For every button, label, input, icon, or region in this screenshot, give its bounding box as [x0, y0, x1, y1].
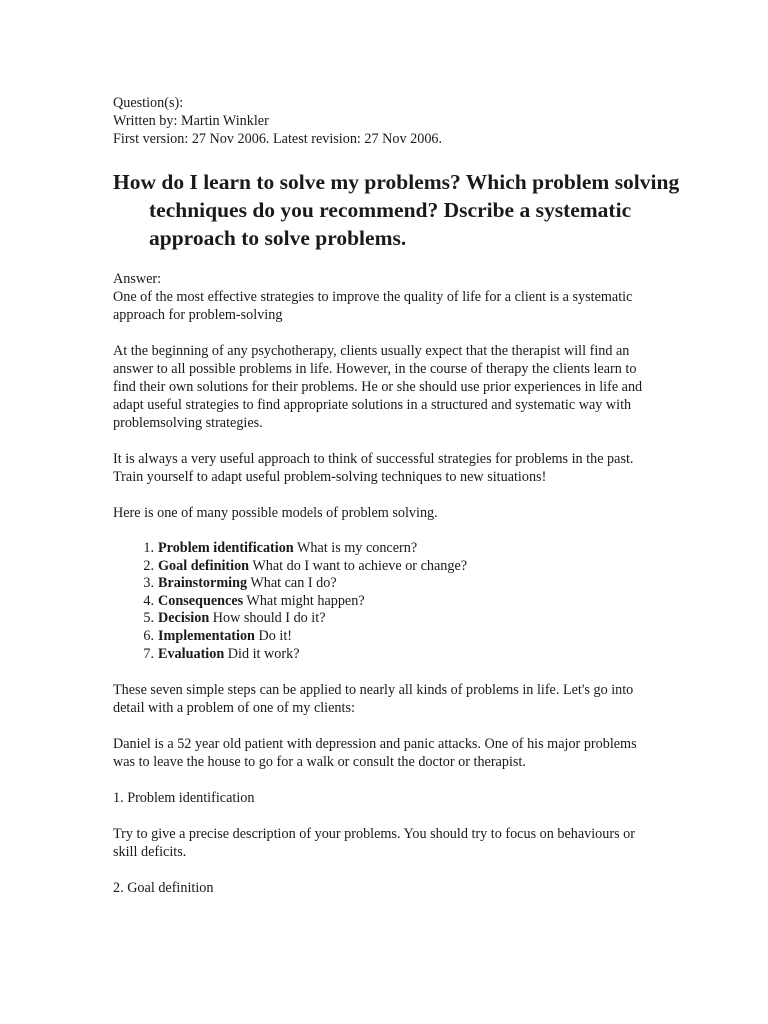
step-question: Do it!: [254, 627, 292, 644]
list-item: [113, 558, 728, 576]
questions-label: Question(s):: [113, 95, 184, 111]
answer-label: Answer:: [113, 271, 162, 287]
section-heading-problem-identification: 1. Problem identification: [113, 790, 255, 807]
paragraph-seven-steps: These seven simple steps can be applied to nearly all kinds of problems in life. Let's go into detail with a problem of one of my clients:: [113, 682, 634, 717]
step-question: How should I do it?: [209, 610, 326, 627]
step-term: Brainstorming: [158, 575, 248, 592]
step-question: What can I do?: [247, 575, 337, 592]
step-number: 7.: [143, 645, 154, 662]
step-number: 1.: [143, 540, 154, 556]
paragraph-precise-description: Try to give a precise description of your problems. You should try to focus on behaviours or skill deficits.: [113, 826, 635, 861]
step-question: Did it work?: [224, 645, 300, 662]
paragraph-strategies: It is always a very useful approach to think of successful strategies for problems in the past. Train yourself to adapt useful problem-solving techniques to new situations!: [113, 451, 634, 485]
step-term: Evaluation: [158, 645, 225, 662]
list-item: [113, 628, 728, 646]
step-term: Implementation: [158, 627, 255, 644]
paragraph-intro: One of the most effective strategies to improve the quality of life for a client is a systematic approach for problem-solving: [113, 289, 633, 323]
list-item: [113, 575, 728, 593]
step-question: What is my concern?: [293, 540, 418, 556]
paragraph-psychotherapy: At the beginning of any psychotherapy, clients usually expect that the therapist will find an answer to all possible problems in life. However, in the course of therapy the clients learn to find their own solutions for their problems. He or she should use prior experiences in life and adapt useful strategies to find appropriate solutions in a structured and systematic way with problemsolving strategies.: [113, 343, 643, 431]
step-term: Goal definition: [158, 557, 250, 574]
list-item: [113, 593, 728, 611]
list-item: [113, 540, 728, 558]
version-line: First version: 27 Nov 2006. Latest revision: 27 Nov 2006.: [113, 131, 443, 147]
step-number: 6.: [143, 627, 154, 644]
step-term: Consequences: [158, 592, 244, 609]
question-title: How do I learn to solve my problems? Which problem solving techniques do you recommend? Dscribe a systematic approach to solve problems.: [113, 170, 680, 250]
problem-solving-steps-list: [113, 540, 728, 663]
author-line: Written by: Martin Winkler: [113, 113, 269, 129]
paragraph-models: Here is one of many possible models of problem solving.: [113, 505, 438, 521]
step-question: What do I want to achieve or change?: [249, 557, 468, 574]
list-item: [113, 610, 728, 628]
step-number: 2.: [143, 557, 154, 574]
step-number: 5.: [143, 610, 154, 627]
step-number: 3.: [143, 575, 154, 592]
list-item: [113, 646, 728, 664]
step-term: Decision: [158, 610, 210, 627]
step-term: Problem identification: [158, 540, 294, 556]
step-question: What might happen?: [243, 592, 365, 609]
paragraph-case-daniel: Daniel is a 52 year old patient with depression and panic attacks. One of his major problems was to leave the house to go for a walk or consult the doctor or therapist.: [113, 736, 637, 771]
section-heading-goal-definition: 2. Goal definition: [113, 880, 214, 897]
step-number: 4.: [143, 592, 154, 609]
